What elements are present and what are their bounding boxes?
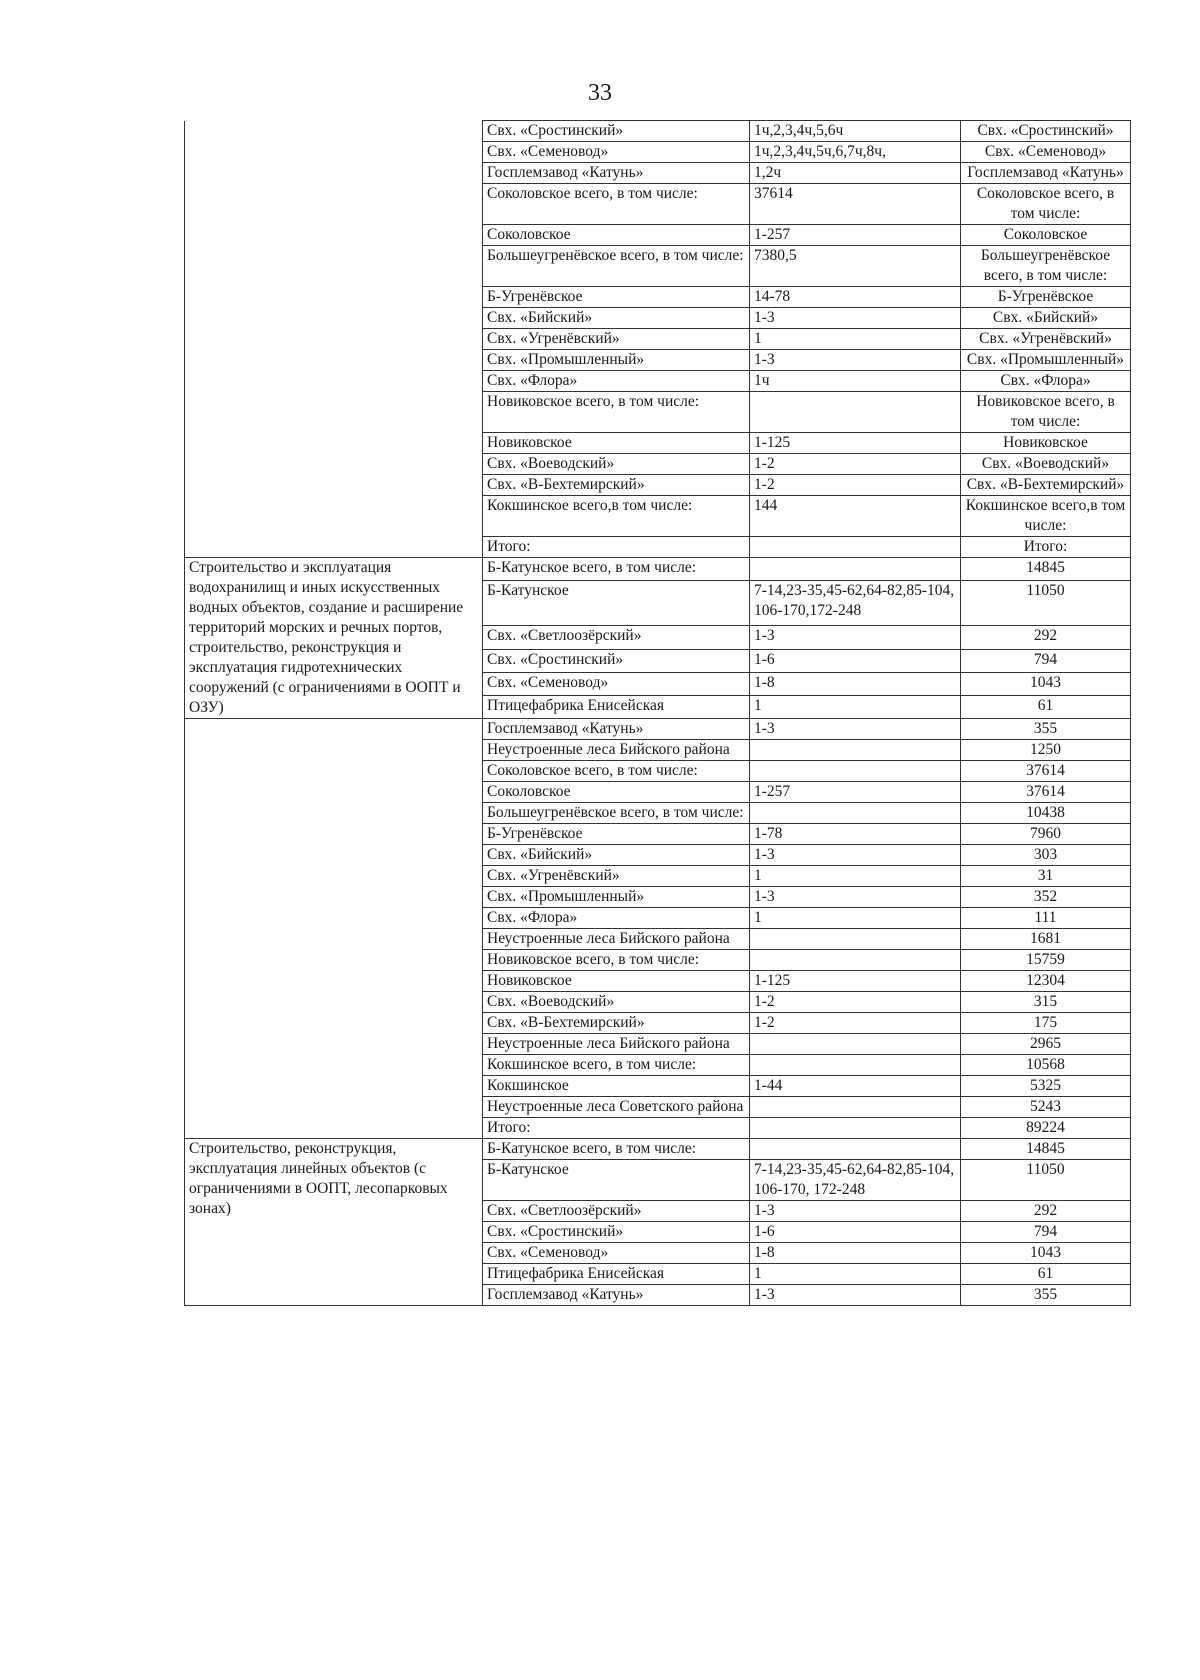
plots-cell: 1-257 <box>750 225 961 246</box>
name-cell: Свх. «Угренёвский» <box>483 866 750 887</box>
name-cell: Свх. «Семеновод» <box>483 1243 750 1264</box>
value-cell: 61 <box>961 695 1131 718</box>
value-cell: Свх. «Сростинский» <box>961 121 1131 142</box>
plots-cell: 1-125 <box>750 971 961 992</box>
value-cell: 1043 <box>961 672 1131 695</box>
use-type-cell: Строительство, реконструкция, эксплуатация линейных объектов (с ограничениями в ООПТ, лесопарковых зонах) <box>185 1139 483 1306</box>
name-cell: Б-Катунское всего, в том числе: <box>483 1139 750 1160</box>
name-cell: Свх. «Флора» <box>483 371 750 392</box>
name-cell: Свх. «Сростинский» <box>483 649 750 672</box>
value-cell: 5243 <box>961 1097 1131 1118</box>
plots-cell <box>750 392 961 433</box>
plots-cell <box>750 1034 961 1055</box>
name-cell: Свх. «Воеводский» <box>483 454 750 475</box>
value-cell: 11050 <box>961 581 1131 626</box>
value-cell: 61 <box>961 1264 1131 1285</box>
name-cell: Свх. «В-Бехтемирский» <box>483 1013 750 1034</box>
name-cell: Свх. «Бийский» <box>483 845 750 866</box>
name-cell: Кокшинское <box>483 1076 750 1097</box>
value-cell: 292 <box>961 1201 1131 1222</box>
table-row <box>185 558 1131 581</box>
plots-cell: 1-2 <box>750 475 961 496</box>
use-type-cell: Строительство и эксплуатация водохранилищ и иных искусственных водных объектов, создание и расширение территорий морских и речных портов, строительство, реконструкция и эксплуатация гидротехнических сооружений (с ограничениями в ООПТ и ОЗУ) <box>185 558 483 719</box>
plots-cell <box>750 740 961 761</box>
name-cell: Соколовское всего, в том числе: <box>483 761 750 782</box>
name-cell: Б-Катунское <box>483 1160 750 1201</box>
plots-cell: 1-44 <box>750 1076 961 1097</box>
value-cell: 15759 <box>961 950 1131 971</box>
value-cell: Свх. «Промышленный» <box>961 350 1131 371</box>
plots-cell: 1-125 <box>750 433 961 454</box>
plots-cell: 1-3 <box>750 1285 961 1306</box>
value-cell: 5325 <box>961 1076 1131 1097</box>
name-cell: Птицефабрика Енисейская <box>483 695 750 718</box>
plots-cell: 7380,5 <box>750 246 961 287</box>
name-cell: Большеугренёвское всего, в том числе: <box>483 246 750 287</box>
plots-cell: 1 <box>750 1264 961 1285</box>
plots-cell: 7-14,23-35,45-62,64-82,85-104, 106-170, 172-248 <box>750 1160 961 1201</box>
value-cell: 11050 <box>961 1160 1131 1201</box>
plots-cell: 1 <box>750 329 961 350</box>
plots-cell: 1-2 <box>750 1013 961 1034</box>
plots-cell <box>750 929 961 950</box>
name-cell: Свх. «Светлоозёрский» <box>483 1201 750 1222</box>
value-cell: 31 <box>961 866 1131 887</box>
name-cell: Госплемзавод «Катунь» <box>483 719 750 740</box>
value-cell: 355 <box>961 1285 1131 1306</box>
name-cell: Неустроенные леса Бийского района <box>483 1034 750 1055</box>
plots-cell: 1-2 <box>750 454 961 475</box>
table-row <box>185 121 1131 142</box>
value-cell: Кокшинское всего,в том числе: <box>961 496 1131 537</box>
plots-cell <box>750 1055 961 1076</box>
value-cell: 89224 <box>961 1118 1131 1139</box>
use-type-cell <box>185 121 483 558</box>
plots-cell: 1 <box>750 695 961 718</box>
name-cell: Свх. «Угренёвский» <box>483 329 750 350</box>
plots-cell: 37614 <box>750 184 961 225</box>
name-cell: Новиковское всего, в том числе: <box>483 950 750 971</box>
value-cell: 794 <box>961 1222 1131 1243</box>
value-cell: Итого: <box>961 537 1131 558</box>
plots-cell: 1-3 <box>750 719 961 740</box>
plots-cell: 1-3 <box>750 308 961 329</box>
name-cell: Итого: <box>483 1118 750 1139</box>
value-cell: 352 <box>961 887 1131 908</box>
plots-cell: 1ч <box>750 371 961 392</box>
plots-cell: 144 <box>750 496 961 537</box>
plots-cell: 1-6 <box>750 1222 961 1243</box>
plots-cell: 1-8 <box>750 672 961 695</box>
name-cell: Новиковское всего, в том числе: <box>483 392 750 433</box>
name-cell: Свх. «Воеводский» <box>483 992 750 1013</box>
name-cell: Госплемзавод «Катунь» <box>483 1285 750 1306</box>
use-type-cell-continued <box>185 719 483 1139</box>
value-cell: 12304 <box>961 971 1131 992</box>
plots-cell: 1-3 <box>750 887 961 908</box>
value-cell: 175 <box>961 1013 1131 1034</box>
forestry-table <box>184 120 1131 1306</box>
name-cell: Неустроенные леса Бийского района <box>483 929 750 950</box>
plots-cell: 1-3 <box>750 350 961 371</box>
plots-cell: 1-2 <box>750 992 961 1013</box>
name-cell: Свх. «Промышленный» <box>483 887 750 908</box>
name-cell: Свх. «Промышленный» <box>483 350 750 371</box>
value-cell: Б-Угренёвское <box>961 287 1131 308</box>
value-cell: 37614 <box>961 782 1131 803</box>
name-cell: Б-Катунское всего, в том числе: <box>483 558 750 581</box>
plots-cell: 1-3 <box>750 626 961 649</box>
name-cell: Б-Катунское <box>483 581 750 626</box>
plots-cell: 1-6 <box>750 649 961 672</box>
name-cell: Госплемзавод «Катунь» <box>483 163 750 184</box>
value-cell: Госплемзавод «Катунь» <box>961 163 1131 184</box>
value-cell: 794 <box>961 649 1131 672</box>
plots-cell: 1-3 <box>750 845 961 866</box>
plots-cell <box>750 1097 961 1118</box>
value-cell: 303 <box>961 845 1131 866</box>
value-cell: 37614 <box>961 761 1131 782</box>
value-cell: 1043 <box>961 1243 1131 1264</box>
plots-cell: 1-257 <box>750 782 961 803</box>
value-cell: Новиковское <box>961 433 1131 454</box>
table-row <box>185 1139 1131 1160</box>
plots-cell: 14-78 <box>750 287 961 308</box>
value-cell: Большеугренёвское всего, в том числе: <box>961 246 1131 287</box>
name-cell: Неустроенные леса Советского района <box>483 1097 750 1118</box>
plots-cell <box>750 803 961 824</box>
plots-cell: 1-3 <box>750 1201 961 1222</box>
name-cell: Свх. «Светлоозёрский» <box>483 626 750 649</box>
table-row <box>185 719 1131 740</box>
plots-cell <box>750 558 961 581</box>
name-cell: Новиковское <box>483 971 750 992</box>
page-number: 33 <box>588 80 612 106</box>
plots-cell: 1-78 <box>750 824 961 845</box>
value-cell: 111 <box>961 908 1131 929</box>
value-cell: Соколовское <box>961 225 1131 246</box>
name-cell: Б-Угренёвское <box>483 287 750 308</box>
value-cell: 292 <box>961 626 1131 649</box>
table-body <box>185 121 1131 1306</box>
plots-cell: 7-14,23-35,45-62,64-82,85-104, 106-170,172-248 <box>750 581 961 626</box>
name-cell: Соколовское всего, в том числе: <box>483 184 750 225</box>
plots-cell <box>750 1139 961 1160</box>
value-cell: 14845 <box>961 1139 1131 1160</box>
value-cell: Свх. «Флора» <box>961 371 1131 392</box>
plots-cell: 1-8 <box>750 1243 961 1264</box>
value-cell: 7960 <box>961 824 1131 845</box>
name-cell: Кокшинское всего,в том числе: <box>483 496 750 537</box>
plots-cell <box>750 1118 961 1139</box>
name-cell: Кокшинское всего, в том числе: <box>483 1055 750 1076</box>
plots-cell: 1ч,2,3,4ч,5ч,6,7ч,8ч, <box>750 142 961 163</box>
value-cell: 10568 <box>961 1055 1131 1076</box>
plots-cell <box>750 950 961 971</box>
name-cell: Соколовское <box>483 782 750 803</box>
name-cell: Большеугренёвское всего, в том числе: <box>483 803 750 824</box>
name-cell: Свх. «Сростинский» <box>483 121 750 142</box>
name-cell: Соколовское <box>483 225 750 246</box>
name-cell: Неустроенные леса Бийского района <box>483 740 750 761</box>
name-cell: Новиковское <box>483 433 750 454</box>
value-cell: Свх. «Бийский» <box>961 308 1131 329</box>
name-cell: Свх. «В-Бехтемирский» <box>483 475 750 496</box>
value-cell: Новиковское всего, в том числе: <box>961 392 1131 433</box>
plots-cell: 1 <box>750 866 961 887</box>
plots-cell: 1 <box>750 908 961 929</box>
plots-cell <box>750 761 961 782</box>
value-cell: 355 <box>961 719 1131 740</box>
value-cell: Свх. «В-Бехтемирский» <box>961 475 1131 496</box>
name-cell: Свх. «Флора» <box>483 908 750 929</box>
plots-cell: 1,2ч <box>750 163 961 184</box>
name-cell: Свх. «Семеновод» <box>483 142 750 163</box>
value-cell: 10438 <box>961 803 1131 824</box>
value-cell: Свх. «Семеновод» <box>961 142 1131 163</box>
value-cell: 1681 <box>961 929 1131 950</box>
name-cell: Птицефабрика Енисейская <box>483 1264 750 1285</box>
value-cell: 2965 <box>961 1034 1131 1055</box>
value-cell: Свх. «Воеводский» <box>961 454 1131 475</box>
value-cell: Свх. «Угренёвский» <box>961 329 1131 350</box>
plots-cell <box>750 537 961 558</box>
value-cell: 315 <box>961 992 1131 1013</box>
name-cell: Итого: <box>483 537 750 558</box>
value-cell: 14845 <box>961 558 1131 581</box>
name-cell: Б-Угренёвское <box>483 824 750 845</box>
name-cell: Свх. «Бийский» <box>483 308 750 329</box>
value-cell: 1250 <box>961 740 1131 761</box>
plots-cell: 1ч,2,3,4ч,5,6ч <box>750 121 961 142</box>
name-cell: Свх. «Семеновод» <box>483 672 750 695</box>
name-cell: Свх. «Сростинский» <box>483 1222 750 1243</box>
value-cell: Соколовское всего, в том числе: <box>961 184 1131 225</box>
